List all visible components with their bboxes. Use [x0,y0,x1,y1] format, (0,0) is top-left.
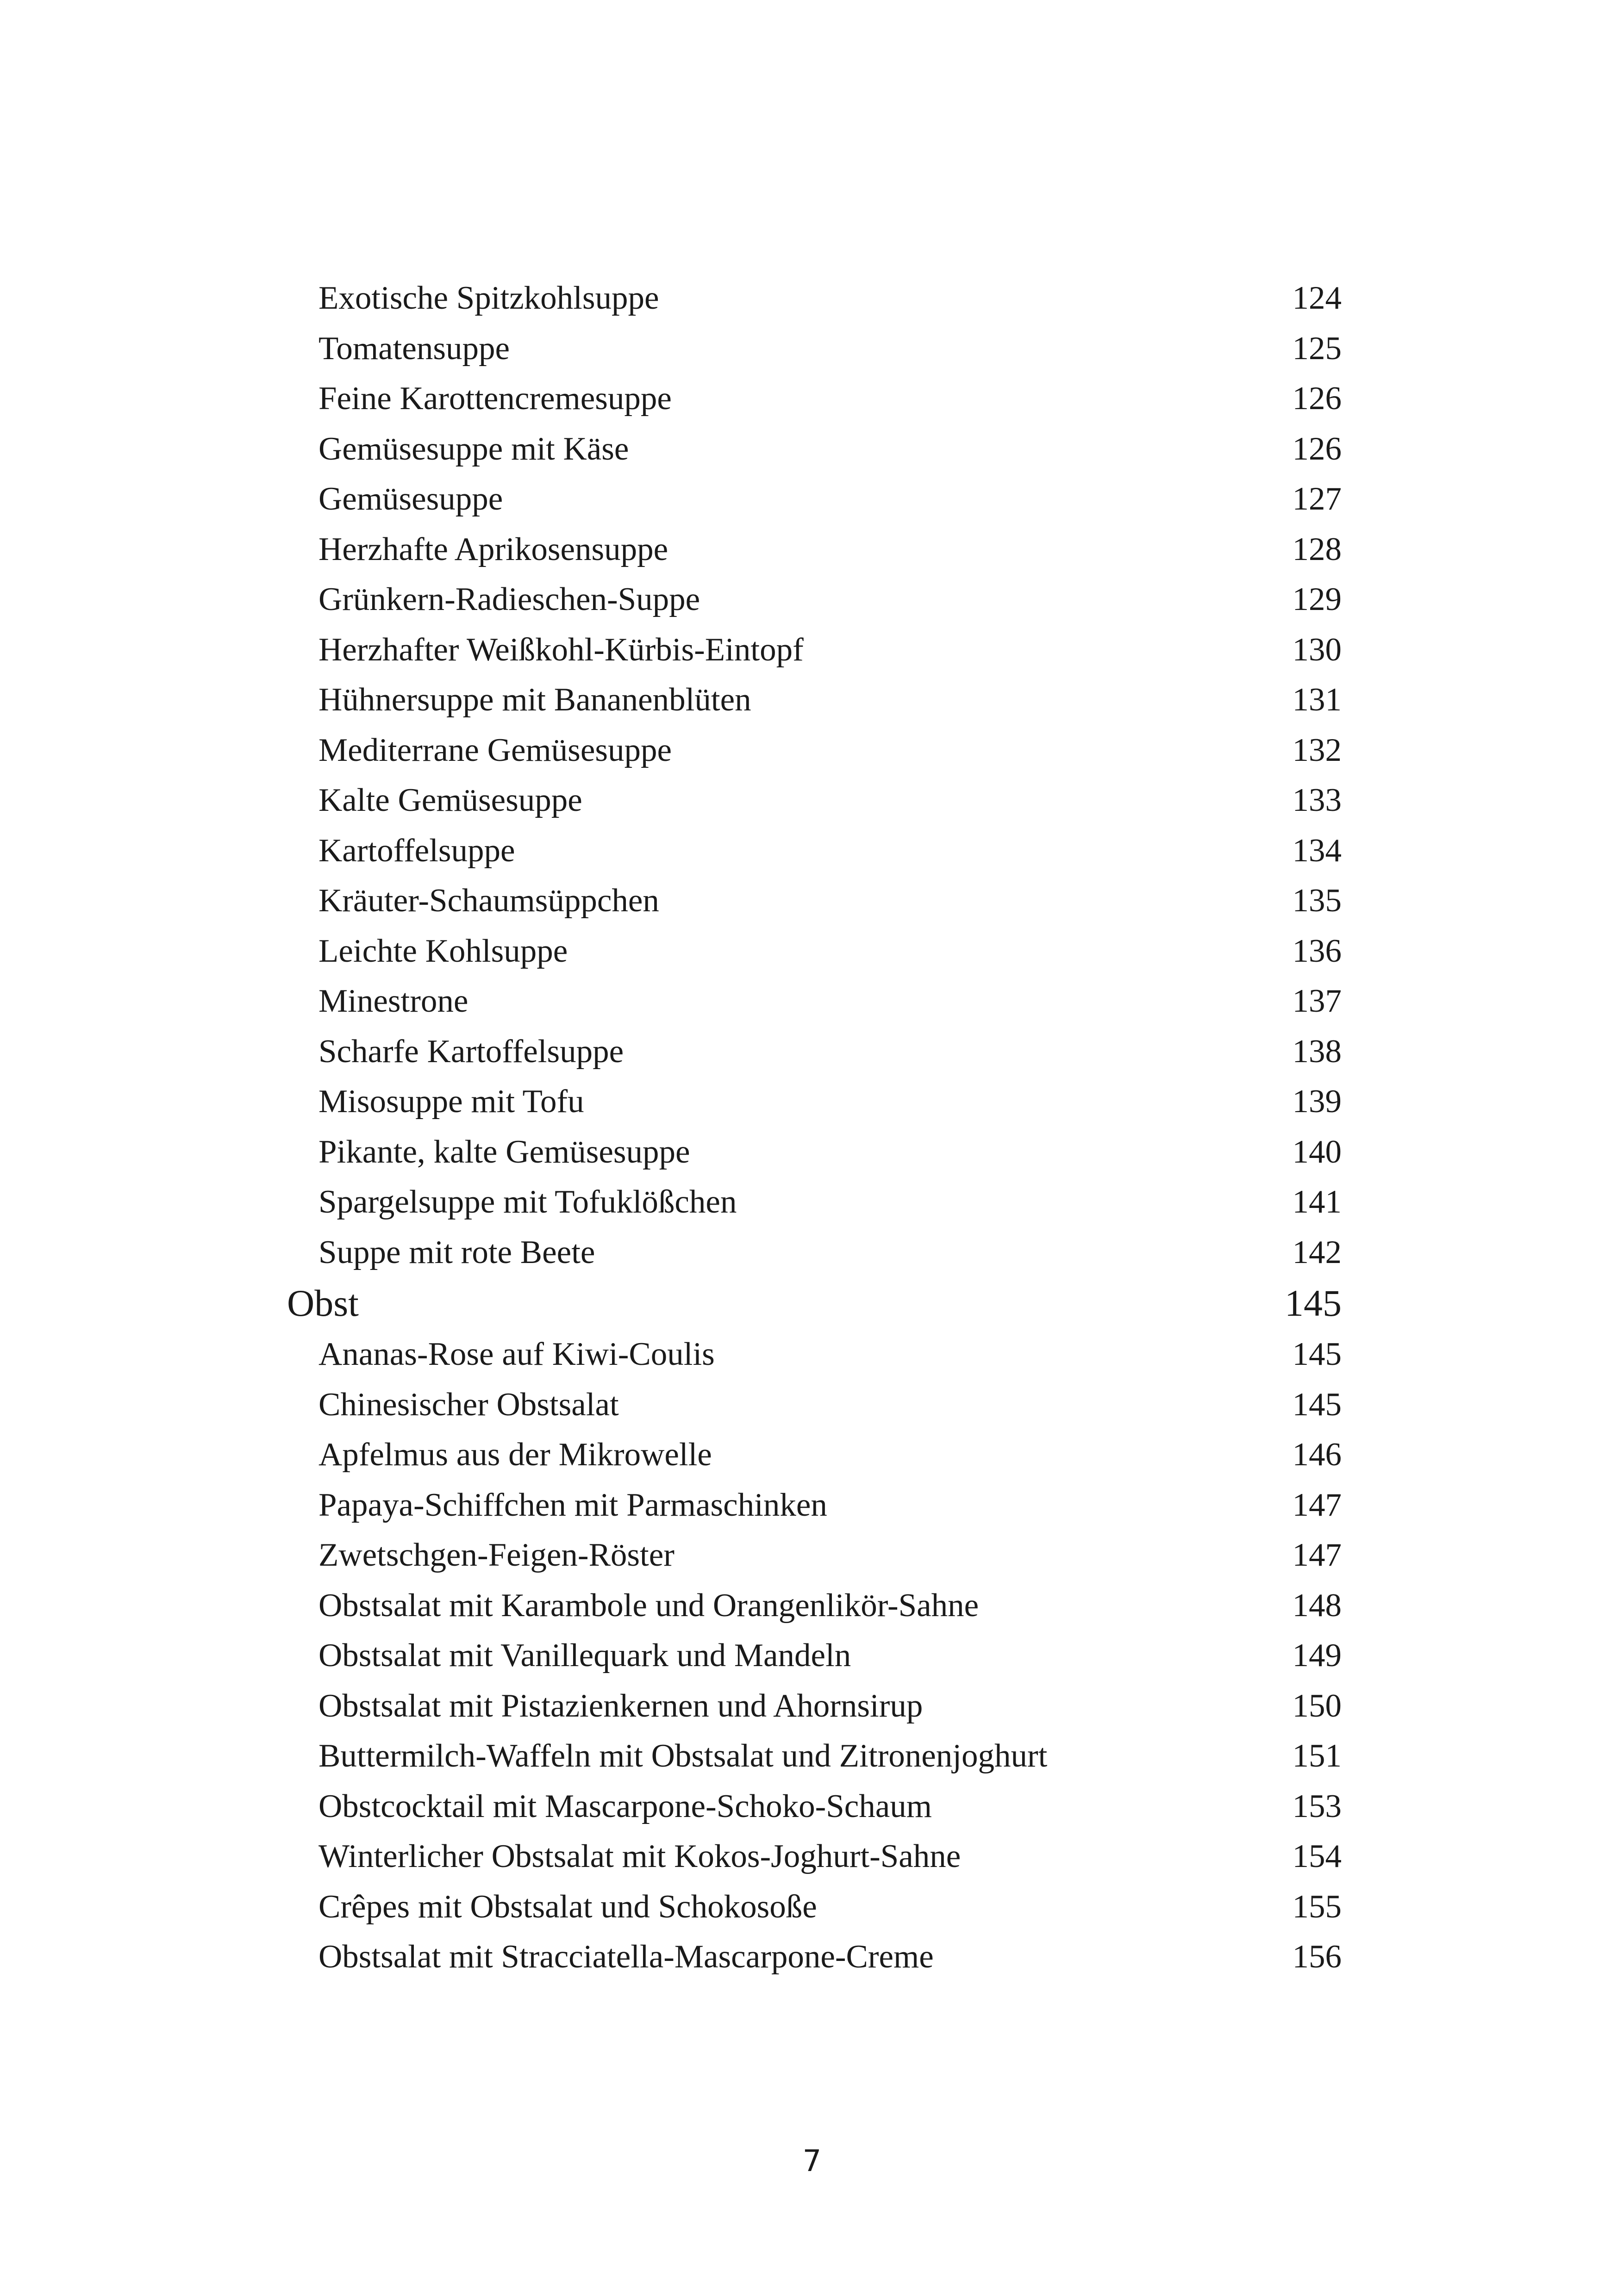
toc-entry[interactable] [0,1731,1624,1781]
toc-entry[interactable] [0,625,1624,675]
toc-entry-page: 155 [1292,1888,1342,1925]
toc-entry[interactable] [0,474,1624,524]
toc-entry-page: 146 [1292,1437,1342,1473]
toc-entry[interactable] [0,976,1624,1027]
toc-entry-page: 145 [1292,1336,1342,1372]
toc-entry-page: 147 [1292,1537,1342,1573]
toc-entry-title: Spargelsuppe mit Tofuklößchen [319,1184,737,1220]
toc-entry[interactable] [0,1380,1624,1430]
toc-entry[interactable] [0,1932,1624,1982]
toc-entry-title: Hühnersuppe mit Bananenblüten [319,682,751,718]
toc-entry[interactable] [0,424,1624,474]
page-number: 7 [802,2144,822,2178]
toc-entry-page: 149 [1292,1637,1342,1674]
toc-entry[interactable] [0,324,1624,374]
toc-entry-page: 141 [1292,1184,1342,1220]
toc-chapter-obst[interactable] [0,1277,1624,1329]
toc-entry-page: 156 [1292,1939,1342,1975]
toc-entry-title: Obstsalat mit Karambole und Orangenlikör-Sahne [319,1587,979,1624]
toc-entry[interactable] [0,775,1624,826]
toc-entry-page: 135 [1292,883,1342,919]
toc-entry-title: Apfelmus aus der Mikrowelle [319,1437,712,1473]
toc-entry-page: 127 [1292,481,1342,517]
toc-entry[interactable] [0,524,1624,575]
toc-entry-page: 150 [1292,1687,1342,1724]
toc-entry-title: Exotische Spitzkohlsuppe [319,280,659,316]
toc-entry-title: Tomatensuppe [319,330,510,367]
toc-entry[interactable] [0,1681,1624,1731]
toc-entry-title: Kartoffelsuppe [319,832,515,869]
toc-entry-page: 124 [1292,280,1342,316]
toc-entry-title: Misosuppe mit Tofu [319,1083,584,1120]
toc-entry-page: 142 [1292,1234,1342,1270]
toc-entry[interactable] [0,1831,1624,1882]
toc-entry-title: Obstsalat mit Vanillequark und Mandeln [319,1637,851,1674]
toc-entry-page: 126 [1292,380,1342,417]
toc-entry-title: Obstsalat mit Stracciatella-Mascarpone-Creme [319,1939,934,1975]
toc-entry-page: 137 [1292,983,1342,1019]
toc-entry[interactable] [0,373,1624,424]
toc-entry-title: Kräuter-Schaumsüppchen [319,883,659,919]
toc-entry-page: 136 [1292,933,1342,969]
toc-entry-title: Suppe mit rote Beete [319,1234,595,1270]
toc-entry-title: Obstcocktail mit Mascarpone-Schoko-Schaum [319,1788,932,1824]
toc-entry[interactable] [0,1480,1624,1531]
toc-entry-page: 147 [1292,1487,1342,1523]
toc-entry-title: Leichte Kohlsuppe [319,933,568,969]
toc-entry-title: Gemüsesuppe [319,481,503,517]
toc-entry-title: Papaya-Schiffchen mit Parmaschinken [319,1487,827,1523]
toc-entry-title: Herzhafter Weißkohl-Kürbis-Eintopf [319,631,804,668]
toc-entry-page: 138 [1292,1033,1342,1070]
toc-chapter-page: 145 [1285,1282,1342,1324]
toc-entry[interactable] [0,1329,1624,1380]
toc-entry-title: Scharfe Kartoffelsuppe [319,1033,624,1070]
toc-entry[interactable] [0,1781,1624,1832]
toc-entry-title: Obstsalat mit Pistazienkernen und Ahornsirup [319,1687,923,1724]
toc-chapter-title: Obst [287,1282,359,1324]
toc-entry-title: Buttermilch-Waffeln mit Obstsalat und Zitronenjoghurt [319,1738,1048,1774]
toc-entry-page: 140 [1292,1133,1342,1170]
toc-entry-title: Pikante, kalte Gemüsesuppe [319,1133,690,1170]
toc-entry[interactable] [0,1177,1624,1227]
toc-entry[interactable] [0,273,1624,324]
toc-entry[interactable] [0,1882,1624,1932]
toc-entry-page: 145 [1292,1386,1342,1423]
toc-section-soups [0,273,1624,1277]
toc-entry-page: 151 [1292,1738,1342,1774]
toc-entry-page: 134 [1292,832,1342,869]
toc-entry[interactable] [0,1630,1624,1681]
toc-entry[interactable] [0,1127,1624,1177]
toc-entry-page: 133 [1292,782,1342,818]
toc-entry-title: Kalte Gemüsesuppe [319,782,582,818]
toc-section-obst [0,1329,1624,1982]
toc-entry-page: 131 [1292,682,1342,718]
toc-entry-title: Winterlicher Obstsalat mit Kokos-Joghurt-Sahne [319,1838,961,1874]
toc-entry-page: 148 [1292,1587,1342,1624]
toc-entry[interactable] [0,574,1624,625]
toc-entry-page: 132 [1292,732,1342,768]
toc-entry-title: Grünkern-Radieschen-Suppe [319,581,700,617]
toc-entry[interactable] [0,1227,1624,1278]
toc-entry-page: 129 [1292,581,1342,617]
toc-entry-title: Herzhafte Aprikosensuppe [319,531,668,567]
toc-entry[interactable] [0,876,1624,926]
toc-entry[interactable] [0,826,1624,876]
toc-entry-page: 154 [1292,1838,1342,1874]
toc-entry[interactable] [0,1530,1624,1580]
toc-entry-page: 128 [1292,531,1342,567]
toc-entry-page: 125 [1292,330,1342,367]
toc-entry[interactable] [0,1076,1624,1127]
toc-entry-title: Mediterrane Gemüsesuppe [319,732,672,768]
toc-entry-title: Crêpes mit Obstsalat und Schokosoße [319,1888,817,1925]
toc-entry-title: Chinesischer Obstsalat [319,1386,619,1423]
toc-entry-title: Zwetschgen-Feigen-Röster [319,1537,675,1573]
toc-entry[interactable] [0,1580,1624,1631]
toc-entry[interactable] [0,675,1624,725]
toc-entry-title: Feine Karottencremesuppe [319,380,672,417]
toc-entry-page: 130 [1292,631,1342,668]
toc-entry-page: 139 [1292,1083,1342,1120]
toc-entry[interactable] [0,1430,1624,1480]
toc-entry-page: 153 [1292,1788,1342,1824]
toc-entry-title: Gemüsesuppe mit Käse [319,430,629,467]
toc-entry[interactable] [0,1027,1624,1077]
toc-entry[interactable] [0,725,1624,776]
toc-entry-page: 126 [1292,430,1342,467]
table-of-contents [0,273,1624,1982]
toc-entry-title: Ananas-Rose auf Kiwi-Coulis [319,1336,715,1372]
toc-entry[interactable] [0,926,1624,977]
toc-entry-title: Minestrone [319,983,468,1019]
